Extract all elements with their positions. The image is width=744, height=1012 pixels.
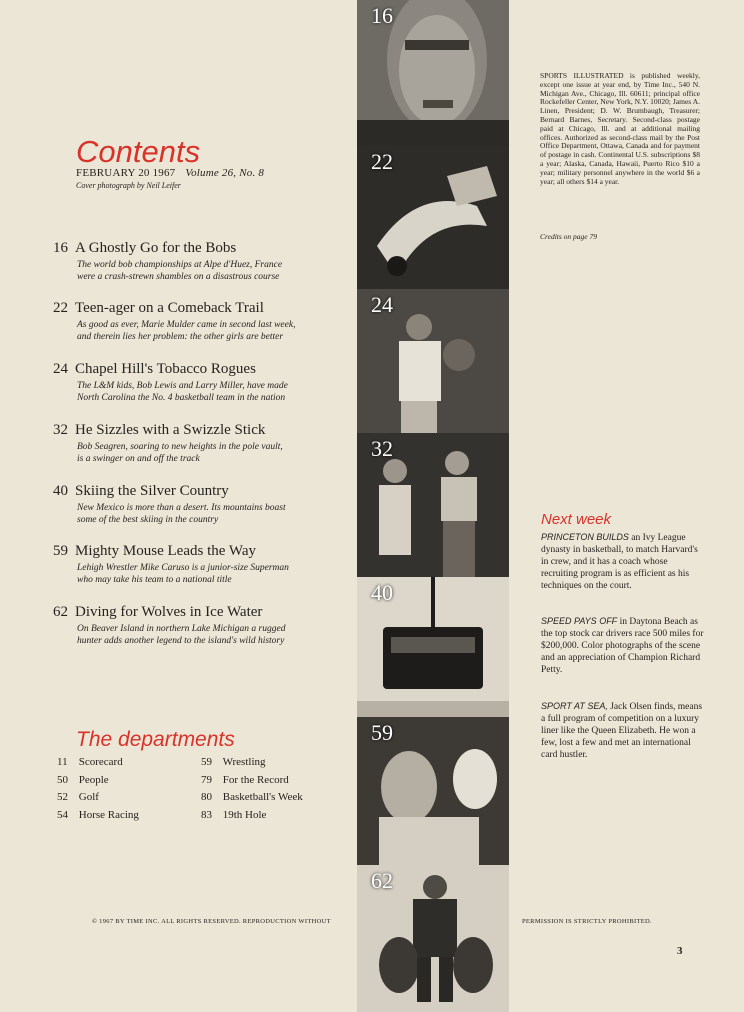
- story-page: 62: [53, 604, 68, 620]
- photo-bobsled[interactable]: [357, 0, 509, 146]
- next-week-item: [541, 700, 705, 761]
- photo-basketball[interactable]: [357, 289, 509, 433]
- next-week-lead: PRINCETON BUILDS: [541, 532, 629, 542]
- volume-number: Volume 26, No. 8: [185, 167, 265, 179]
- department-name[interactable]: Horse Racing: [78, 808, 139, 821]
- story-desc-line: and therein lies her problem: the other girls are better: [77, 332, 284, 342]
- photo-wrestler[interactable]: [357, 717, 509, 865]
- story-desc-line: some of the best skiing in the country: [77, 515, 219, 525]
- department-name[interactable]: Wrestling: [222, 756, 266, 768]
- departments-list-right: [201, 756, 303, 826]
- photo-page-number: 62: [371, 868, 393, 893]
- story-title[interactable]: Chapel Hill's Tobacco Rogues: [75, 361, 256, 377]
- department-name[interactable]: Golf: [78, 791, 99, 803]
- department-page: 52: [57, 791, 68, 803]
- departments-list-left: [57, 756, 139, 826]
- department-page: 50: [57, 773, 68, 786]
- story-title[interactable]: Diving for Wolves in Ice Water: [75, 604, 263, 620]
- story-desc-line: The world bob championships at Alpe d'Huez, France: [77, 260, 283, 270]
- department-item[interactable]: [201, 774, 303, 792]
- story-page: 59: [53, 543, 68, 559]
- photo-page-number: 24: [371, 292, 393, 317]
- next-week-text: in Daytona Beach as the top stock car drivers race 500 miles for $200,000. Color photographs of the scene and an appreciation of Champion Richard Petty.: [541, 617, 704, 675]
- story-title[interactable]: He Sizzles with a Swizzle Stick: [75, 422, 266, 438]
- department-page: 83: [201, 808, 212, 821]
- photo-page-number: 59: [371, 720, 393, 745]
- story-title[interactable]: Skiing the Silver Country: [75, 483, 229, 499]
- department-page: 79: [201, 773, 212, 786]
- department-item[interactable]: [57, 756, 139, 774]
- story-desc-line: who may take his team to a national title: [77, 575, 232, 585]
- masthead-text: SPORTS ILLUSTRATED is published weekly, except one issue at year end, by Time Inc., 540 N. Michigan Ave., Chicago, Ill. 60611; principal office Rockefeller Center, New York, N.Y. 10020; James A. Linen, President; D. W. Brumbaugh, Treasurer; Bernard Barnes, Secretary. Second-class postage paid at Chicago, Ill. and at additional mailing offices. Authorized as second-class mail by the Post Office Department, Ottawa, Canada and for payment of postage in cash. Continental U.S. subscriptions $8 a year; Alaska, Canada, Hawaii, Puerto Rico $10 a year; military personnel anywhere in the world $6 a year; all others $14 a year.: [540, 71, 700, 186]
- department-item[interactable]: [201, 756, 303, 774]
- story-title[interactable]: Teen-ager on a Comeback Trail: [75, 300, 264, 316]
- photo-ski-tram[interactable]: [357, 577, 509, 717]
- photo-strip: [357, 0, 509, 1012]
- story-item[interactable]: [53, 542, 343, 586]
- copyright-left: © 1967 BY TIME INC. ALL RIGHTS RESERVED. REPRODUCTION WITHOUT: [92, 918, 331, 925]
- story-title[interactable]: Mighty Mouse Leads the Way: [75, 543, 256, 559]
- next-week-item: [541, 531, 705, 592]
- photo-page-number: 32: [371, 436, 393, 461]
- story-desc-line: As good as ever, Marie Mulder came in second last week,: [77, 320, 296, 330]
- story-desc-line: were a crash-strewn shambles on a disastrous course: [77, 272, 280, 282]
- story-item[interactable]: [53, 299, 343, 343]
- next-week-text: an Ivy League dynasty in basketball, to match Harvard's in crew, and it has a coach whose recruiting program is as efficient as his techniques on the court.: [541, 533, 698, 591]
- department-item[interactable]: [201, 809, 303, 827]
- next-week-lead: SPEED PAYS OFF: [541, 616, 618, 626]
- issue-date: FEBRUARY 20 1967: [76, 167, 176, 179]
- department-item[interactable]: [57, 809, 139, 827]
- department-name[interactable]: Scorecard: [78, 756, 123, 768]
- story-page: 22: [53, 300, 68, 316]
- copyright-right: PERMISSION IS STRICTLY PROHIBITED.: [522, 918, 652, 925]
- department-page: 11: [57, 756, 68, 768]
- next-week-lead: SPORT AT SEA,: [541, 701, 608, 711]
- next-week-text: Jack Olsen finds, means a full program of competition on a luxury liner like the Queen Elizabeth. He won a few, lost a few and met an international card hustler.: [541, 702, 703, 760]
- story-desc-line: hunter adds another legend to the island's wild history: [77, 636, 285, 646]
- story-desc-line: Lehigh Wrestler Mike Caruso is a junior-size Superman: [77, 563, 289, 573]
- story-item[interactable]: [53, 239, 343, 283]
- issue-line: [76, 167, 264, 179]
- photo-page-number: 40: [371, 580, 393, 605]
- story-item[interactable]: [53, 421, 343, 465]
- story-title[interactable]: A Ghostly Go for the Bobs: [75, 240, 237, 256]
- contents-heading: Contents: [76, 134, 201, 169]
- story-desc-line: is a swinger on and off the track: [77, 454, 200, 464]
- story-page: 16: [53, 240, 68, 256]
- photo-page-number: 22: [371, 149, 393, 174]
- department-item[interactable]: [57, 791, 139, 809]
- story-item[interactable]: [53, 482, 343, 526]
- department-item[interactable]: [201, 791, 303, 809]
- departments-heading: The departments: [76, 728, 235, 751]
- story-desc-line: On Beaver Island in northern Lake Michigan a rugged: [77, 624, 286, 634]
- photo-skater[interactable]: [357, 146, 509, 289]
- department-name[interactable]: Basketball's Week: [222, 791, 303, 803]
- story-desc-line: North Carolina the No. 4 basketball team in the nation: [77, 393, 286, 403]
- department-page: 80: [201, 791, 212, 803]
- photo-pole-vault[interactable]: [357, 433, 509, 577]
- department-item[interactable]: [57, 774, 139, 792]
- photo-page-number: 16: [371, 3, 393, 28]
- department-page: 54: [57, 808, 68, 821]
- story-item[interactable]: [53, 360, 343, 404]
- credits-note: Credits on page 79: [540, 232, 598, 241]
- next-week-heading: Next week: [541, 511, 612, 528]
- story-page: 24: [53, 361, 68, 377]
- story-item[interactable]: [53, 603, 343, 647]
- story-desc-line: Bob Seagren, soaring to new heights in the pole vault,: [77, 442, 283, 452]
- story-desc-line: The L&M kids, Bob Lewis and Larry Miller, have made: [77, 381, 288, 391]
- photo-hunter[interactable]: [357, 865, 509, 1012]
- department-page: 59: [201, 756, 212, 768]
- next-week-item: [541, 615, 705, 676]
- story-page: 32: [53, 422, 68, 438]
- cover-credit: Cover photograph by Neil Leifer: [76, 181, 181, 190]
- department-name[interactable]: People: [78, 773, 109, 786]
- story-desc-line: New Mexico is more than a desert. Its mountains boast: [77, 503, 286, 513]
- story-page: 40: [53, 483, 68, 499]
- department-name[interactable]: 19th Hole: [222, 808, 267, 821]
- department-name[interactable]: For the Record: [222, 773, 289, 786]
- page-number: 3: [677, 945, 683, 957]
